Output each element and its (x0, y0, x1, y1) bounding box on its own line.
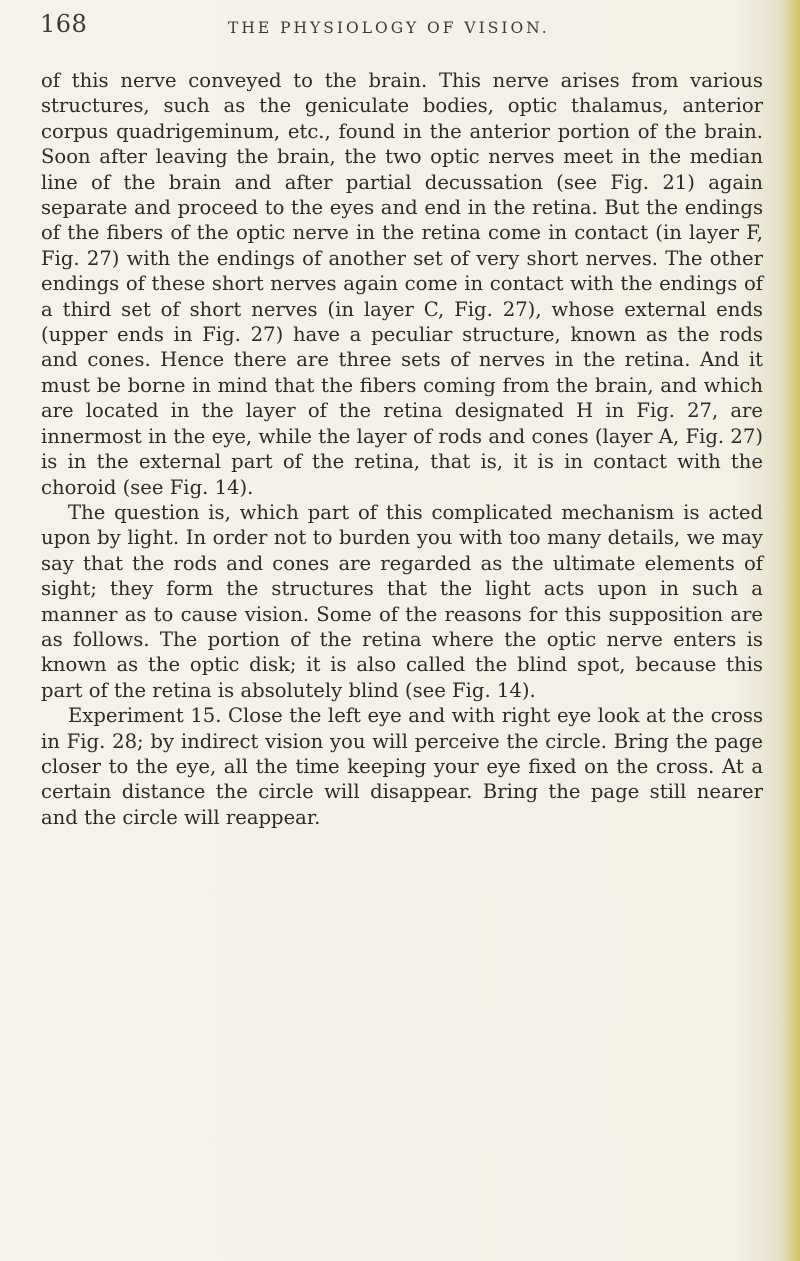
paragraph-experiment-15: Experiment 15. Close the left eye and with right eye look at the cross in Fig. 28; by indirect vision you will perceive the circle. Bring the page closer to the eye, all the time keeping your eye fixed on the cross. At a certain distance the circle will disappear. Bring the page still nearer and the circle will reappear. (41, 704, 763, 829)
paragraph-question: The question is, which part of this complicated mechanism is acted upon by light. In order not to burden you with too many details, we may say that the rods and cones are regarded as the ultimate elements of sight; they form the structures that the light acts upon in such a manner as to cause vision. Some of the reasons for this supposition are as follows. The portion of the retina where the optic nerve enters is known as the optic disk; it is also called the blind spot, because this part of the retina is absolutely blind (see Fig. 14). (41, 500, 763, 702)
paragraph-continuation: of this nerve conveyed to the brain. This nerve arises from various structures, such as the geniculate bodies, optic thalamus, anterior corpus quadrigeminum, etc., found in the anterior portion of the brain. Soon after leaving the brain, the two optic nerves meet in the median line of the brain and after partial decussation (see Fig. 21) again separate and proceed to the eyes and end in the retina. But the endings of the fibers of the optic nerve in the retina come in contact (in layer F, Fig. 27) with the endings of another set of very short nerves. The other endings of these short nerves again come in contact with the endings of a third set of short nerves (in layer C, Fig. 27), whose external ends (upper ends in Fig. 27) have a peculiar structure, known as the rods and cones. Hence there are three sets of nerves in the retina. And it must be borne in mind that the fibers coming from the brain, and which are located in the layer of the retina designated H in Fig. 27, are innermost in the eye, while the layer of rods and cones (layer A, Fig. 27) is in the external part of the retina, that is, it is in contact with the choroid (see Fig. 14). (41, 69, 763, 499)
body-text (41, 68, 763, 830)
page-number: 168 (40, 10, 88, 38)
page-edge-shadow (786, 0, 800, 1261)
running-title: THE PHYSIOLOGY OF VISION. (228, 19, 550, 37)
